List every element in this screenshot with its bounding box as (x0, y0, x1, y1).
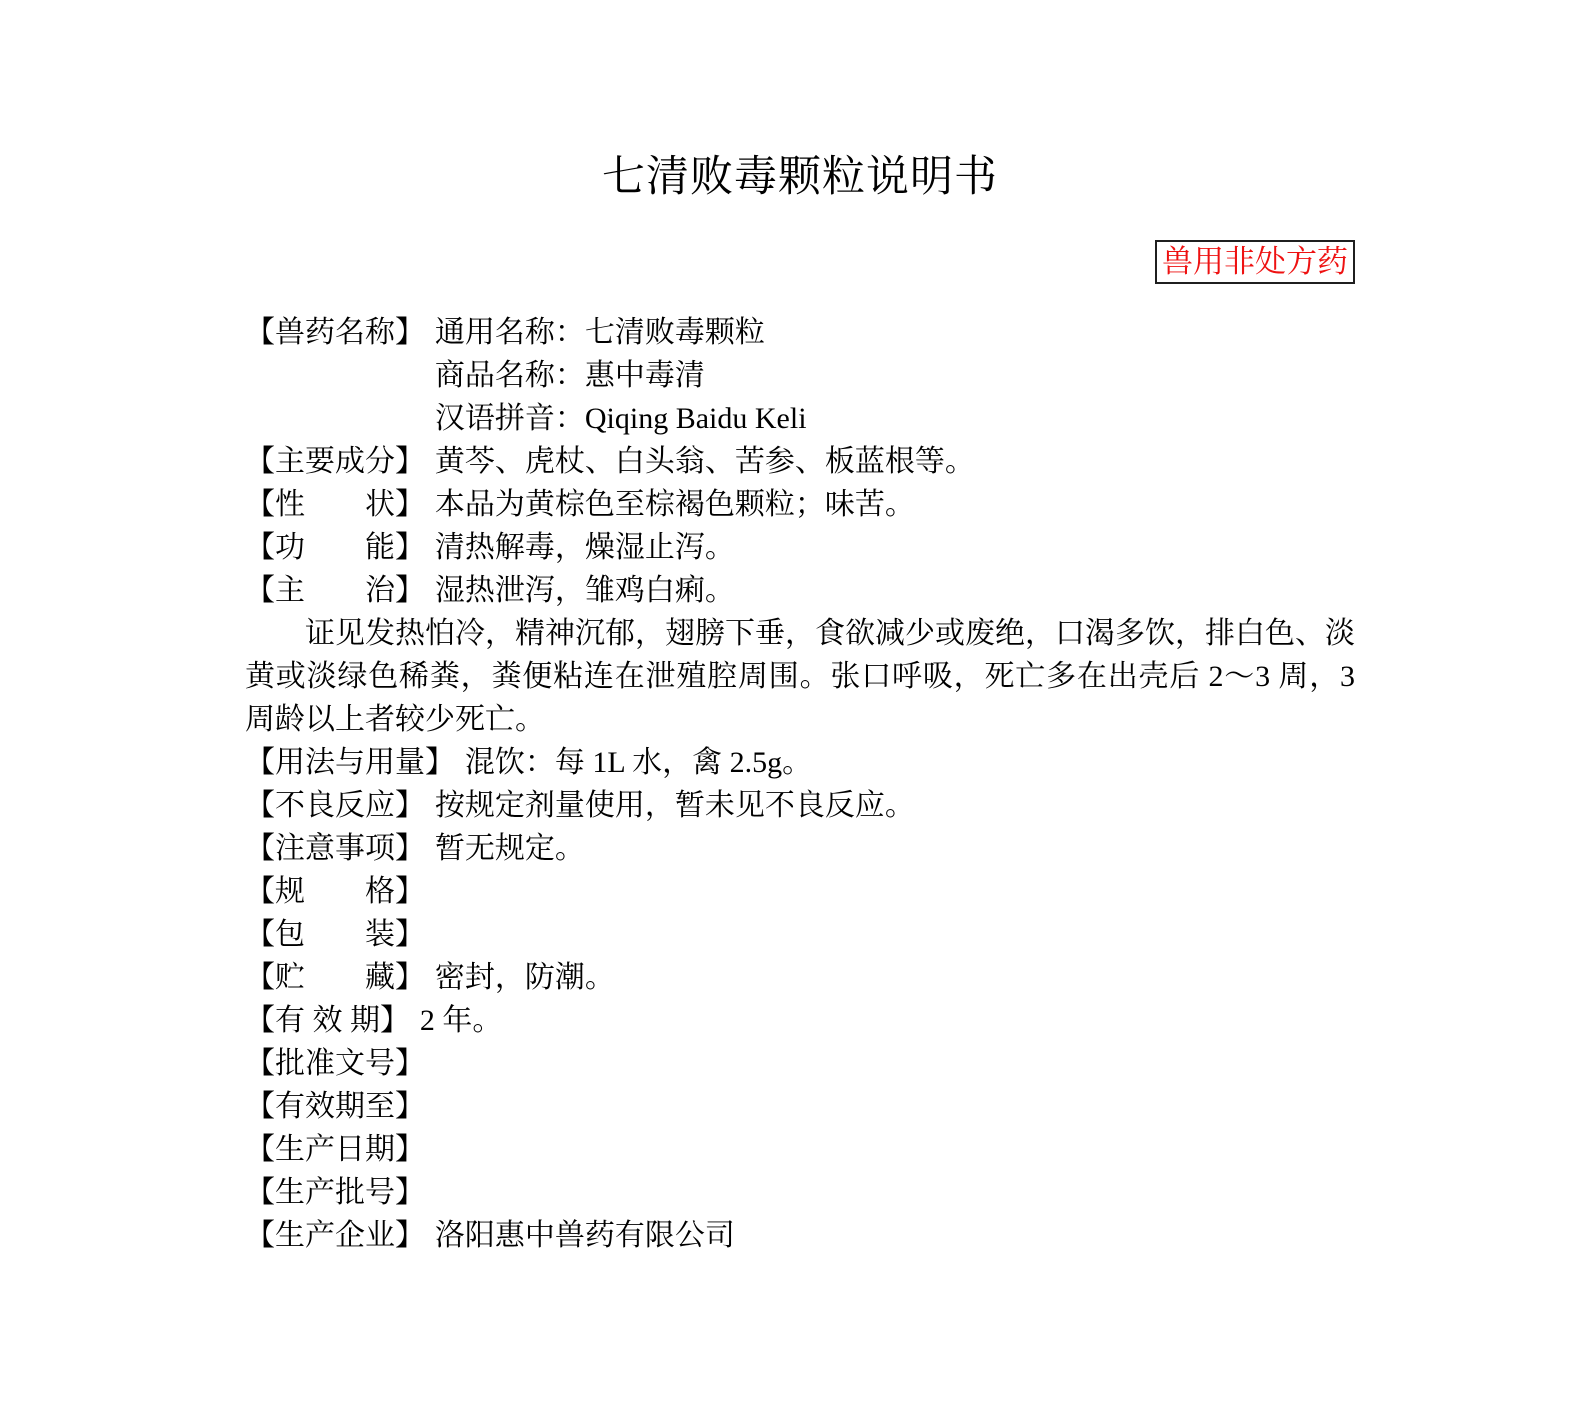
section-content: 汉语拼音：Qiqing Baidu Keli (434, 401, 807, 435)
section-line (245, 1085, 1355, 1128)
section-line (245, 1214, 1355, 1257)
section-line (245, 870, 1355, 913)
section-line (245, 1128, 1355, 1171)
section-line (245, 1171, 1355, 1214)
section-line (245, 354, 1355, 397)
document-content (245, 0, 1355, 1257)
section-line (245, 999, 1355, 1042)
badge-row (245, 240, 1355, 284)
section-content: 暂无规定。 (434, 831, 585, 865)
section-content: 混饮：每 1L 水，禽 2.5g。 (464, 745, 813, 779)
section-line (245, 397, 1355, 440)
section-line (245, 311, 1355, 354)
section-label: 【生产日期】 (245, 1132, 425, 1166)
section-label: 【兽药名称】 (245, 315, 425, 349)
section-content: 本品为黄棕色至棕褐色颗粒；味苦。 (434, 487, 915, 521)
section-content: 湿热泄泻，雏鸡白痢。 (434, 573, 735, 607)
section-content: 清热解毒，燥湿止泻。 (434, 530, 735, 564)
section-line (245, 612, 1355, 741)
section-line (245, 483, 1355, 526)
section-content: 黄芩、虎杖、白头翁、苦参、板蓝根等。 (434, 444, 975, 478)
section-label: 【包 装】 (245, 917, 425, 951)
section-label: 【性 状】 (245, 487, 425, 521)
section-label: 【有效期至】 (245, 1089, 425, 1123)
section-label: 【用法与用量】 (245, 745, 455, 779)
section-line (245, 913, 1355, 956)
sections-list (245, 311, 1355, 1257)
section-line (245, 526, 1355, 569)
section-label: 【生产批号】 (245, 1175, 425, 1209)
section-label: 【规 格】 (245, 874, 425, 908)
section-label: 【注意事项】 (245, 831, 425, 865)
section-line (245, 827, 1355, 870)
page-title: 七清败毒颗粒说明书 (602, 154, 998, 201)
section-label: 【功 能】 (245, 530, 425, 564)
section-label: 【主要成分】 (245, 444, 425, 478)
section-content: 洛阳惠中兽药有限公司 (434, 1218, 735, 1252)
section-content: 证见发热怕冷，精神沉郁，翅膀下垂，食欲减少或废绝，口渴多饮，排白色、淡黄或淡绿色稀粪，粪便粘连在泄殖腔周围。张口呼吸，死亡多在出壳后 2～3 周，3 周龄以上者较少死亡。 (245, 616, 1355, 736)
section-label: 【生产企业】 (245, 1218, 425, 1252)
section-label: 【贮 藏】 (245, 960, 425, 994)
section-content: 密封，防潮。 (434, 960, 615, 994)
section-line (245, 440, 1355, 483)
section-content: 2 年。 (419, 1003, 503, 1037)
otc-badge: 兽用非处方药 (1155, 240, 1355, 284)
section-line (245, 1042, 1355, 1085)
section-content: 商品名称：惠中毒清 (434, 358, 705, 392)
section-label: 【不良反应】 (245, 788, 425, 822)
section-line (245, 741, 1355, 784)
section-label: 【有 效 期】 (245, 1003, 410, 1037)
section-content: 按规定剂量使用，暂未见不良反应。 (434, 788, 915, 822)
section-label: 【批准文号】 (245, 1046, 425, 1080)
section-line (245, 784, 1355, 827)
section-label: 【主 治】 (245, 573, 425, 607)
section-content: 通用名称：七清败毒颗粒 (434, 315, 765, 349)
section-line (245, 569, 1355, 612)
section-line (245, 956, 1355, 999)
